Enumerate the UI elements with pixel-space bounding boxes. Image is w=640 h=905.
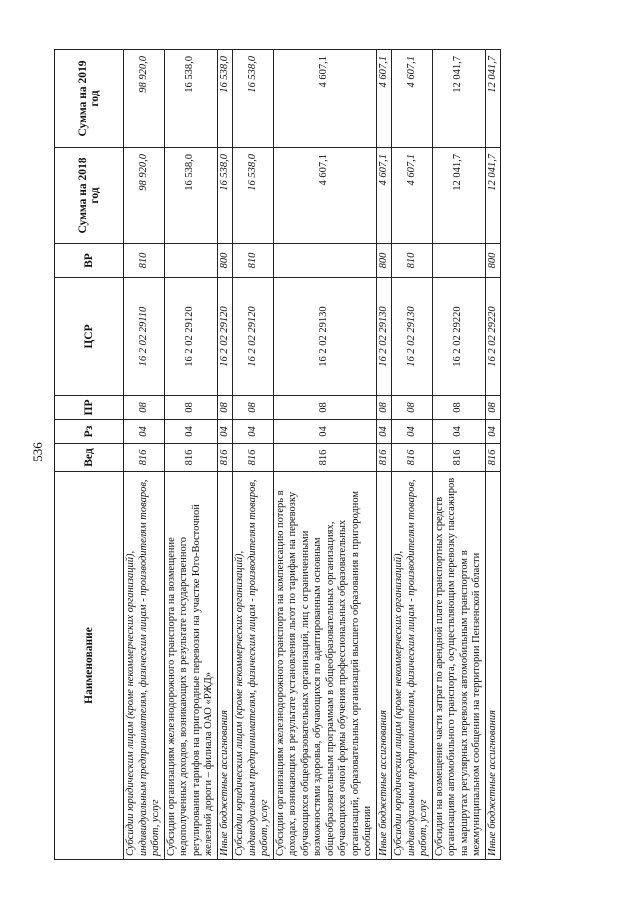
cell-rz: 04 xyxy=(217,420,233,444)
cell-pr: 08 xyxy=(233,396,274,420)
header-sum-2018: Сумма на 2018 год xyxy=(55,148,124,244)
cell-sum2019: 16 538,0 xyxy=(217,50,233,148)
cell-name: Субсидии юридическим лицам (кроме некоммерческих организаций), индивидуальным предпринимателям, физическим лицам - производителям товаров, работ, услуг xyxy=(124,472,165,860)
table-body xyxy=(124,50,501,860)
cell-vr: 810 xyxy=(124,244,165,278)
cell-csr: 16 2 02 29130 xyxy=(392,278,433,396)
cell-rz: 04 xyxy=(392,420,433,444)
table-row xyxy=(164,50,217,860)
table-row xyxy=(376,50,392,860)
cell-csr: 16 2 02 29130 xyxy=(273,278,376,396)
cell-ved: 816 xyxy=(164,444,217,472)
cell-ved: 816 xyxy=(217,444,233,472)
cell-pr: 08 xyxy=(217,396,233,420)
cell-rz: 04 xyxy=(164,420,217,444)
cell-name: Иные бюджетные ассигнования xyxy=(485,472,501,860)
cell-sum2019: 12 041,7 xyxy=(485,50,501,148)
cell-name: Иные бюджетные ассигнования xyxy=(376,472,392,860)
table-header-row xyxy=(55,50,124,860)
cell-sum2018: 4 607,1 xyxy=(392,148,433,244)
cell-name: Субсидии юридическим лицам (кроме некоммерческих организаций), индивидуальным предпринимателям, физическим лицам - производителям товаров, работ, услуг xyxy=(233,472,274,860)
header-ved: Вед xyxy=(55,444,124,472)
cell-ved: 816 xyxy=(392,444,433,472)
rotated-table-wrapper xyxy=(54,50,542,860)
cell-rz: 04 xyxy=(485,420,501,444)
cell-sum2018: 16 538,0 xyxy=(233,148,274,244)
cell-csr: 16 2 02 29220 xyxy=(485,278,501,396)
cell-rz: 04 xyxy=(376,420,392,444)
table-row xyxy=(124,50,165,860)
cell-vr: 810 xyxy=(233,244,274,278)
header-vr: ВР xyxy=(55,244,124,278)
header-sum-2019: Сумма на 2019 год xyxy=(55,50,124,148)
cell-vr xyxy=(273,244,376,278)
cell-csr: 16 2 02 29120 xyxy=(217,278,233,396)
cell-sum2018: 16 538,0 xyxy=(217,148,233,244)
cell-csr: 16 2 02 29220 xyxy=(432,278,485,396)
cell-vr: 800 xyxy=(376,244,392,278)
cell-sum2018: 4 607,1 xyxy=(376,148,392,244)
cell-rz: 04 xyxy=(124,420,165,444)
table-row xyxy=(217,50,233,860)
cell-pr: 08 xyxy=(164,396,217,420)
cell-rz: 04 xyxy=(273,420,376,444)
cell-sum2018: 98 920,0 xyxy=(124,148,165,244)
page-number: 536 xyxy=(30,442,45,462)
cell-sum2019: 4 607,1 xyxy=(273,50,376,148)
cell-sum2019: 16 538,0 xyxy=(164,50,217,148)
cell-pr: 08 xyxy=(392,396,433,420)
cell-ved: 816 xyxy=(485,444,501,472)
cell-vr: 800 xyxy=(485,244,501,278)
cell-sum2019: 16 538,0 xyxy=(233,50,274,148)
cell-ved: 816 xyxy=(233,444,274,472)
cell-vr: 800 xyxy=(217,244,233,278)
cell-vr xyxy=(432,244,485,278)
cell-name: Субсидии организациям железнодорожного транспорта на компенсацию потерь в доходах, возникающих в результате установления льгот по тарифам на перевозку обучающихся общеобразовательных организаций, лиц с ограниченными возможностями здоровья, обучающихся по адаптированным основным общеобразовательным программам в общеобразовательных организациях, обучающихся очной формы обучения профессиональных образовательных организаций, образовательных организаций высшего образования в пригородном сообщении xyxy=(273,472,376,860)
cell-csr: 16 2 02 29120 xyxy=(233,278,274,396)
table-row xyxy=(432,50,485,860)
cell-sum2018: 12 041,7 xyxy=(485,148,501,244)
cell-name: Субсидии на возмещение части затрат по арендной плате транспортных средств организациям автомобильного транспорта, осуществляющим перевозку пассажиров на маршрутах регулярных перевозок автомобильным транспортом в межмуниципальном сообщении на территории Пензенской области xyxy=(432,472,485,860)
cell-pr: 08 xyxy=(432,396,485,420)
cell-vr xyxy=(164,244,217,278)
cell-ved: 816 xyxy=(273,444,376,472)
cell-rz: 04 xyxy=(233,420,274,444)
header-pr: ПР xyxy=(55,396,124,420)
table-row xyxy=(392,50,433,860)
cell-name: Субсидии юридическим лицам (кроме некоммерческих организаций), индивидуальным предпринимателям, физическим лицам - производителям товаров, работ, услуг xyxy=(392,472,433,860)
cell-ved: 816 xyxy=(432,444,485,472)
cell-sum2019: 4 607,1 xyxy=(376,50,392,148)
cell-sum2019: 12 041,7 xyxy=(432,50,485,148)
cell-csr: 16 2 02 29120 xyxy=(164,278,217,396)
cell-sum2018: 12 041,7 xyxy=(432,148,485,244)
cell-vr: 810 xyxy=(392,244,433,278)
cell-pr: 08 xyxy=(485,396,501,420)
cell-pr: 08 xyxy=(273,396,376,420)
cell-csr: 16 2 02 29130 xyxy=(376,278,392,396)
cell-name: Иные бюджетные ассигнования xyxy=(217,472,233,860)
cell-csr: 16 2 02 29110 xyxy=(124,278,165,396)
header-rz: Рз xyxy=(55,420,124,444)
table-row xyxy=(233,50,274,860)
cell-ved: 816 xyxy=(376,444,392,472)
header-name: Наименование xyxy=(55,472,124,860)
header-csr: ЦСР xyxy=(55,278,124,396)
cell-sum2018: 4 607,1 xyxy=(273,148,376,244)
cell-pr: 08 xyxy=(376,396,392,420)
cell-sum2019: 4 607,1 xyxy=(392,50,433,148)
budget-table xyxy=(54,49,501,860)
cell-ved: 816 xyxy=(124,444,165,472)
cell-sum2018: 16 538,0 xyxy=(164,148,217,244)
cell-pr: 08 xyxy=(124,396,165,420)
cell-rz: 04 xyxy=(432,420,485,444)
table-row xyxy=(273,50,376,860)
cell-name: Субсидии организациям железнодорожного транспорта на возмещение недополученных доходов, возникающих в результате государственного регулирования тарифов на пригородные перевозки на участке Юго-Восточной железной дороги – филиала ОАО «РЖД» xyxy=(164,472,217,860)
table-row xyxy=(485,50,501,860)
cell-sum2019: 98 920,0 xyxy=(124,50,165,148)
